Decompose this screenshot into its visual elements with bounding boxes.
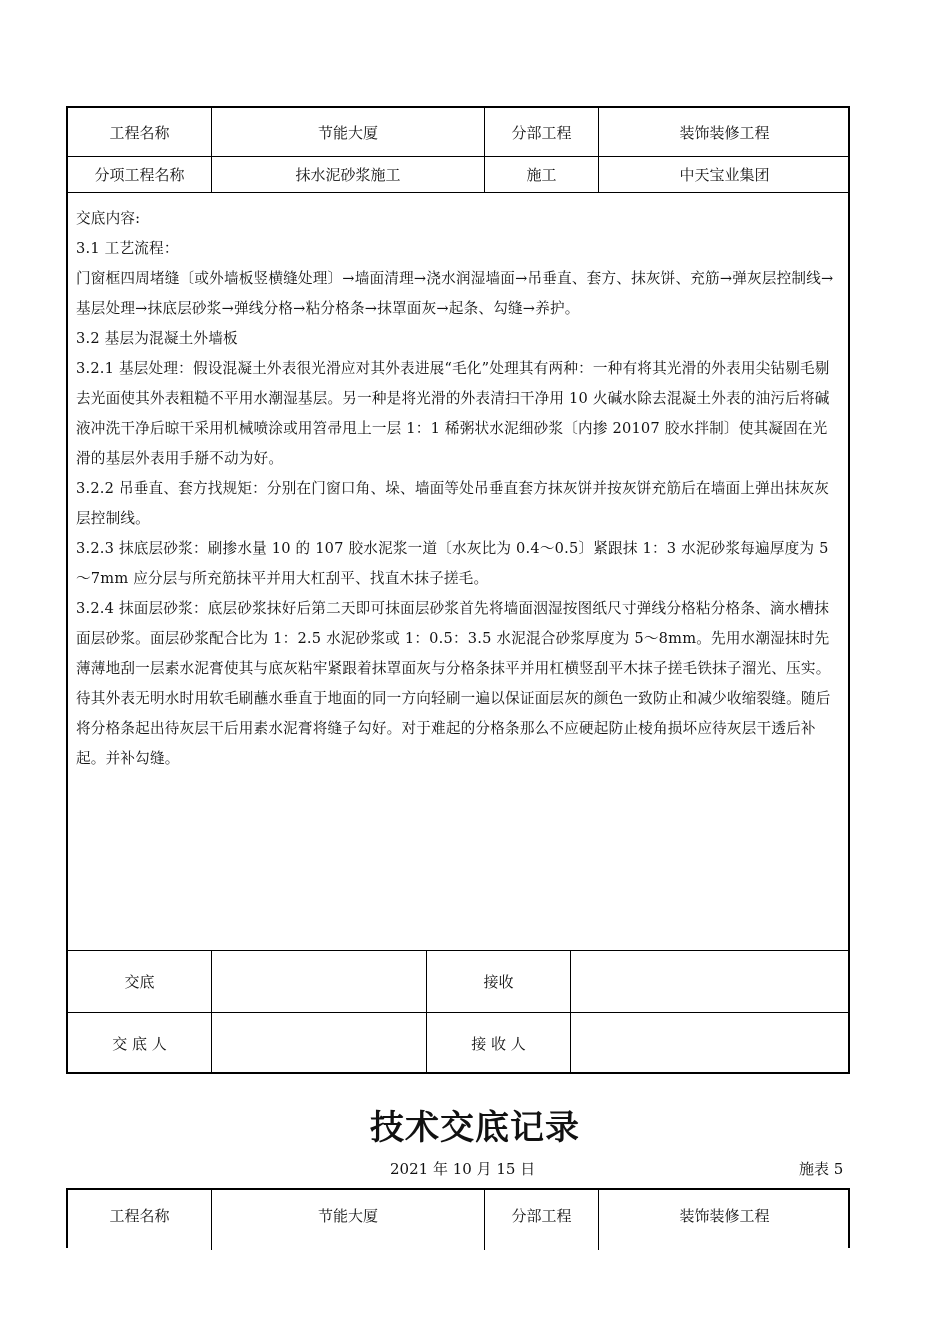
project-name-label: 工程名称: [109, 1206, 170, 1225]
division-value: 装饰装修工程: [679, 123, 770, 142]
disclosure-table-2: [66, 1188, 850, 1248]
content-paragraph: 交底内容:: [76, 210, 141, 227]
content-paragraph: 3.2.3 抹底层砂浆：刷掺水量 10 的 107 胶水泥浆一道〔水灰比为 0.4～0.5〕紧跟抹 1：3 水泥砂浆每遍厚度为 5～7mm 应分层与所充筋抹平并用大杠刮平、找直木抹子搓毛。: [76, 540, 829, 587]
disclosure-table: [66, 106, 850, 1074]
receive-field[interactable]: [571, 951, 850, 1012]
handover-field[interactable]: [212, 951, 426, 1012]
project-name-value: 节能大厦: [317, 1206, 378, 1225]
subitem-name-label: 分项工程名称: [94, 166, 185, 184]
content-paragraph: 3.2.2 吊垂直、套方找规矩：分别在门窗口角、垛、墙面等处吊垂直套方抹灰饼并按灰饼充筋后在墙面上弹出抹灰灰层控制线。: [76, 480, 830, 527]
record-date: 2021 年 10 月 15 日: [390, 1160, 536, 1178]
division-value: 装饰装修工程: [679, 1206, 770, 1225]
receiver-field[interactable]: [571, 1013, 850, 1074]
row-divider: [68, 192, 848, 193]
handover-person-field[interactable]: [212, 1013, 426, 1074]
construction-unit-value: 中天宝业集团: [679, 166, 770, 184]
form-number: 施表 5: [799, 1160, 844, 1178]
content-paragraph: 3.2 基层为混凝土外墙板: [76, 330, 238, 347]
content-paragraph: 3.2.4 抹面层砂浆：底层砂浆抹好后第二天即可抹面层砂浆首先将墙面洇湿按图纸尺寸弹线分格粘分格条、滴水槽抹面层砂浆。面层砂浆配合比为 1：2.5 水泥砂浆或 1：0.5：3.5 水泥混合砂浆厚度为 5～8mm。先用水潮湿抹时先薄薄地刮一层素水泥膏使其与底灰粘牢紧跟着抹罩面灰与分格条抹平并用杠横竖刮平木抹子搓毛铁抹子溜光、压实。待其外表无明水时用软毛刷蘸水垂直于地面的同一方向轻刷一遍以保证面层灰的颜色一致防止和减少收缩裂缝。随后将分格条起出待灰层干后用素水泥膏将缝子勾好。对于难起的分格条那么不应硬起防止棱角损坏应待灰层干透后补起。并补勾缝。: [76, 600, 831, 767]
division-label: 分部工程: [511, 123, 572, 142]
content-paragraph: 3.1 工艺流程：: [76, 240, 179, 257]
construction-label: 施工: [526, 166, 557, 184]
receiver-label: 接 收 人: [471, 1035, 526, 1053]
disclosure-content: [76, 204, 840, 774]
subitem-name-value: 抹水泥砂浆施工: [295, 166, 401, 184]
content-paragraph: 3.2.1 基层处理：假设混凝土外表很光滑应对其外表进展“毛化”处理其有两种：一种有将其光滑的外表用尖钻剔毛剔去光面使其外表粗糙不平用水潮湿基层。另一种是将光滑的外表清扫干净用 10 火碱水除去混凝土外表的油污后将碱液冲洗干净后晾干采用机械喷涂或用笤帚甩上一层 1：1 稀粥状水泥细砂浆〔内掺 20107 胶水拌制〕使其凝固在光滑的基层外表用手掰不动为好。: [76, 360, 830, 467]
handover-person-label: 交 底 人: [112, 1035, 167, 1053]
project-name-label: 工程名称: [109, 123, 170, 142]
handover-label: 交底: [124, 973, 155, 991]
document-title: 技术交底记录: [370, 1108, 580, 1148]
content-paragraph: 门窗框四周堵缝〔或外墙板竖横缝处理〕→墙面清理→浇水润湿墙面→吊垂直、套方、抹灰饼、充筋→弹灰层控制线→基层处理→抹底层砂浆→弹线分格→粘分格条→抹罩面灰→起条、勾缝→养护。: [76, 270, 834, 317]
division-label: 分部工程: [511, 1206, 572, 1225]
receive-label: 接收: [483, 973, 514, 991]
project-name-value: 节能大厦: [317, 123, 378, 142]
